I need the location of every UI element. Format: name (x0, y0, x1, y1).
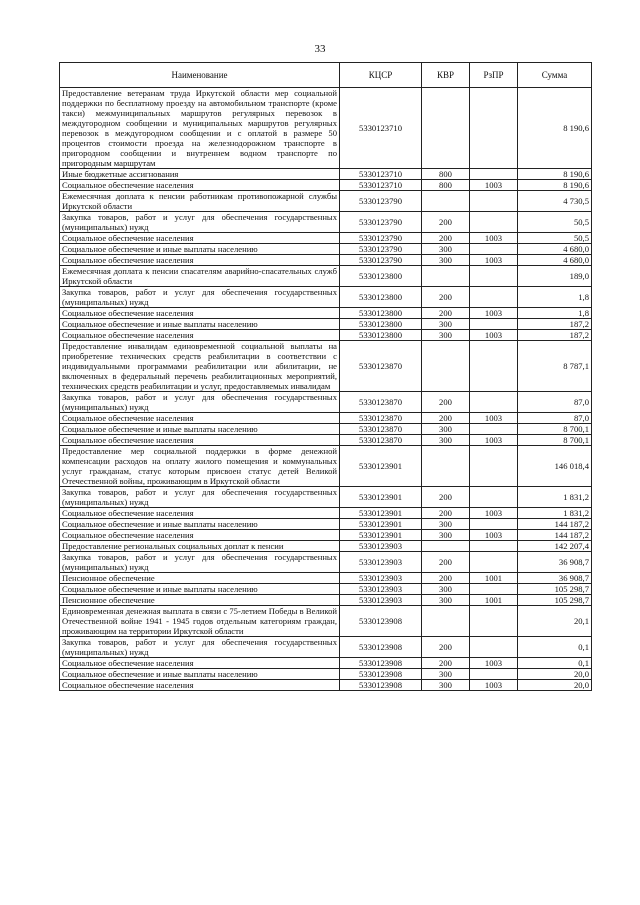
cell-name: Социальное обеспечение населения (60, 233, 340, 244)
header-kcsr: КЦСР (340, 63, 422, 88)
cell-rzpr (470, 446, 518, 487)
cell-sum: 0,1 (518, 658, 592, 669)
table-row (60, 435, 592, 446)
cell-kvr (422, 266, 470, 287)
cell-rzpr (470, 169, 518, 180)
cell-rzpr (470, 637, 518, 658)
cell-kcsr: 5330123870 (340, 435, 422, 446)
cell-kcsr: 5330123790 (340, 233, 422, 244)
table-row (60, 573, 592, 584)
cell-kcsr: 5330123790 (340, 191, 422, 212)
cell-name: Закупка товаров, работ и услуг для обеспечения государственных (муниципальных) нужд (60, 637, 340, 658)
header-kvr: КВР (422, 63, 470, 88)
cell-name: Закупка товаров, работ и услуг для обеспечения государственных (муниципальных) нужд (60, 487, 340, 508)
cell-kvr (422, 88, 470, 169)
cell-rzpr (470, 606, 518, 637)
cell-sum: 8 190,6 (518, 169, 592, 180)
table-row (60, 680, 592, 691)
cell-rzpr: 1003 (470, 233, 518, 244)
cell-sum: 1 831,2 (518, 508, 592, 519)
cell-kvr: 300 (422, 584, 470, 595)
table-row (60, 606, 592, 637)
cell-kcsr: 5330123790 (340, 244, 422, 255)
table-row (60, 658, 592, 669)
cell-rzpr: 1003 (470, 508, 518, 519)
table-row (60, 233, 592, 244)
cell-sum: 187,2 (518, 330, 592, 341)
cell-rzpr (470, 191, 518, 212)
cell-kvr (422, 191, 470, 212)
cell-kcsr: 5330123908 (340, 658, 422, 669)
cell-name: Социальное обеспечение и иные выплаты населению (60, 584, 340, 595)
cell-kcsr: 5330123903 (340, 552, 422, 573)
cell-rzpr: 1003 (470, 658, 518, 669)
cell-kvr: 300 (422, 330, 470, 341)
cell-sum: 8 700,1 (518, 424, 592, 435)
cell-name: Закупка товаров, работ и услуг для обеспечения государственных (муниципальных) нужд (60, 392, 340, 413)
cell-kcsr: 5330123903 (340, 595, 422, 606)
cell-kvr: 200 (422, 212, 470, 233)
cell-kvr (422, 606, 470, 637)
cell-kcsr: 5330123800 (340, 319, 422, 330)
cell-rzpr (470, 541, 518, 552)
cell-kcsr: 5330123903 (340, 541, 422, 552)
cell-kcsr: 5330123901 (340, 530, 422, 541)
cell-kvr: 200 (422, 573, 470, 584)
cell-rzpr (470, 669, 518, 680)
cell-kvr: 200 (422, 487, 470, 508)
cell-name: Социальное обеспечение населения (60, 308, 340, 319)
cell-kvr: 300 (422, 669, 470, 680)
cell-rzpr (470, 584, 518, 595)
cell-kcsr: 5330123800 (340, 308, 422, 319)
cell-kcsr: 5330123800 (340, 287, 422, 308)
cell-sum: 50,5 (518, 233, 592, 244)
cell-name: Социальное обеспечение и иные выплаты населению (60, 244, 340, 255)
cell-rzpr (470, 392, 518, 413)
table-row (60, 519, 592, 530)
cell-name: Социальное обеспечение населения (60, 180, 340, 191)
cell-kcsr: 5330123790 (340, 212, 422, 233)
cell-name: Пенсионное обеспечение (60, 573, 340, 584)
cell-kcsr: 5330123710 (340, 180, 422, 191)
cell-name: Социальное обеспечение населения (60, 658, 340, 669)
table-row (60, 191, 592, 212)
cell-kcsr: 5330123800 (340, 266, 422, 287)
cell-rzpr (470, 212, 518, 233)
table-row (60, 169, 592, 180)
cell-kvr: 300 (422, 680, 470, 691)
cell-kvr: 300 (422, 595, 470, 606)
cell-name: Социальное обеспечение населения (60, 530, 340, 541)
cell-kcsr: 5330123901 (340, 487, 422, 508)
cell-sum: 20,0 (518, 680, 592, 691)
cell-kvr: 200 (422, 287, 470, 308)
cell-sum: 187,2 (518, 319, 592, 330)
cell-kvr: 300 (422, 530, 470, 541)
cell-rzpr (470, 266, 518, 287)
cell-kvr: 200 (422, 552, 470, 573)
cell-kcsr: 5330123908 (340, 637, 422, 658)
table-row (60, 508, 592, 519)
cell-name: Единовременная денежная выплата в связи с 75-летием Победы в Великой Отечественной войне 1941 - 1945 годов отдельным категориям граждан, проживающим на территории Иркутской области (60, 606, 340, 637)
cell-name: Предоставление инвалидам единовременной социальной выплаты на приобретение технических средств реабилитации в соответствии с индивидуальными программами реабилитации или абилитации, не включенных в федеральный перечень реабилитационных мероприятий, технических средств реабилитации и услуг, предоставляемых инвалидам (60, 341, 340, 392)
table-row (60, 541, 592, 552)
cell-kvr (422, 446, 470, 487)
cell-kvr: 200 (422, 392, 470, 413)
cell-sum: 8 700,1 (518, 435, 592, 446)
cell-name: Закупка товаров, работ и услуг для обеспечения государственных (муниципальных) нужд (60, 287, 340, 308)
cell-sum: 36 908,7 (518, 552, 592, 573)
cell-sum: 144 187,2 (518, 530, 592, 541)
cell-sum: 20,0 (518, 669, 592, 680)
cell-sum: 4 730,5 (518, 191, 592, 212)
table-header-row (60, 63, 592, 88)
cell-kcsr: 5330123908 (340, 606, 422, 637)
cell-rzpr: 1003 (470, 413, 518, 424)
cell-sum: 50,5 (518, 212, 592, 233)
cell-rzpr (470, 341, 518, 392)
table-row (60, 287, 592, 308)
cell-rzpr (470, 319, 518, 330)
table-row (60, 637, 592, 658)
cell-rzpr (470, 88, 518, 169)
cell-kcsr: 5330123903 (340, 573, 422, 584)
cell-kvr (422, 341, 470, 392)
cell-kvr: 200 (422, 233, 470, 244)
cell-rzpr: 1003 (470, 180, 518, 191)
cell-kcsr: 5330123800 (340, 330, 422, 341)
cell-sum: 1,8 (518, 308, 592, 319)
cell-name: Социальное обеспечение и иные выплаты населению (60, 669, 340, 680)
cell-name: Закупка товаров, работ и услуг для обеспечения государственных (муниципальных) нужд (60, 552, 340, 573)
table-row (60, 319, 592, 330)
cell-rzpr (470, 287, 518, 308)
cell-sum: 36 908,7 (518, 573, 592, 584)
cell-name: Социальное обеспечение населения (60, 680, 340, 691)
cell-kvr: 200 (422, 508, 470, 519)
cell-kvr: 300 (422, 519, 470, 530)
cell-name: Социальное обеспечение населения (60, 508, 340, 519)
cell-rzpr: 1003 (470, 255, 518, 266)
cell-sum: 105 298,7 (518, 595, 592, 606)
table-row (60, 552, 592, 573)
cell-sum: 87,0 (518, 413, 592, 424)
cell-kvr: 300 (422, 435, 470, 446)
cell-name: Социальное обеспечение и иные выплаты населению (60, 519, 340, 530)
cell-name: Социальное обеспечение и иные выплаты населению (60, 424, 340, 435)
cell-name: Пенсионное обеспечение (60, 595, 340, 606)
table-row (60, 584, 592, 595)
cell-rzpr (470, 244, 518, 255)
cell-kvr: 800 (422, 180, 470, 191)
cell-kcsr: 5330123870 (340, 392, 422, 413)
cell-name: Социальное обеспечение населения (60, 255, 340, 266)
cell-sum: 1,8 (518, 287, 592, 308)
cell-name: Социальное обеспечение и иные выплаты населению (60, 319, 340, 330)
cell-rzpr (470, 519, 518, 530)
cell-name: Социальное обеспечение населения (60, 413, 340, 424)
cell-kvr: 300 (422, 319, 470, 330)
cell-kvr: 300 (422, 255, 470, 266)
table-row (60, 180, 592, 191)
table-row (60, 308, 592, 319)
cell-sum: 146 018,4 (518, 446, 592, 487)
table-row (60, 330, 592, 341)
header-sum: Сумма (518, 63, 592, 88)
cell-rzpr (470, 487, 518, 508)
table-row (60, 595, 592, 606)
table-row (60, 669, 592, 680)
cell-name: Ежемесячная доплата к пенсии работникам противопожарной службы Иркутской области (60, 191, 340, 212)
table-row (60, 88, 592, 169)
cell-rzpr: 1001 (470, 573, 518, 584)
cell-kvr: 200 (422, 308, 470, 319)
cell-rzpr: 1003 (470, 530, 518, 541)
cell-kcsr: 5330123710 (340, 169, 422, 180)
cell-kvr: 300 (422, 424, 470, 435)
cell-kvr: 300 (422, 244, 470, 255)
table-row (60, 392, 592, 413)
cell-rzpr (470, 552, 518, 573)
table-row (60, 212, 592, 233)
page-number: 33 (314, 43, 326, 55)
cell-kcsr: 5330123901 (340, 446, 422, 487)
cell-kvr: 800 (422, 169, 470, 180)
cell-sum: 105 298,7 (518, 584, 592, 595)
cell-kvr (422, 541, 470, 552)
cell-rzpr: 1003 (470, 435, 518, 446)
header-name: Наименование (60, 63, 340, 88)
cell-kcsr: 5330123901 (340, 519, 422, 530)
table-row (60, 530, 592, 541)
cell-rzpr: 1003 (470, 680, 518, 691)
cell-rzpr: 1003 (470, 330, 518, 341)
cell-kcsr: 5330123870 (340, 424, 422, 435)
cell-sum: 8 190,6 (518, 88, 592, 169)
cell-name: Предоставление региональных социальных доплат к пенсии (60, 541, 340, 552)
cell-name: Предоставление мер социальной поддержки в форме денежной компенсации расходов на оплату жилого помещения и коммунальных услуг гражданам, статус которым присвоен статус детей Великой Отечественной войны, проживающим в Иркутской области (60, 446, 340, 487)
cell-name: Иные бюджетные ассигнования (60, 169, 340, 180)
cell-kvr: 200 (422, 413, 470, 424)
table-row (60, 424, 592, 435)
cell-kcsr: 5330123710 (340, 88, 422, 169)
table-row (60, 446, 592, 487)
table-row (60, 255, 592, 266)
table-row (60, 341, 592, 392)
cell-kcsr: 5330123870 (340, 341, 422, 392)
cell-kcsr: 5330123870 (340, 413, 422, 424)
table-row (60, 244, 592, 255)
cell-kvr: 200 (422, 637, 470, 658)
cell-sum: 1 831,2 (518, 487, 592, 508)
cell-kcsr: 5330123790 (340, 255, 422, 266)
table-row (60, 266, 592, 287)
cell-sum: 189,0 (518, 266, 592, 287)
cell-sum: 20,1 (518, 606, 592, 637)
cell-kvr: 200 (422, 658, 470, 669)
cell-sum: 8 190,6 (518, 180, 592, 191)
budget-table (59, 62, 592, 691)
cell-rzpr (470, 424, 518, 435)
header-rzpr: РзПР (470, 63, 518, 88)
cell-sum: 144 187,2 (518, 519, 592, 530)
cell-sum: 4 680,0 (518, 255, 592, 266)
cell-sum: 8 787,1 (518, 341, 592, 392)
cell-kcsr: 5330123908 (340, 680, 422, 691)
cell-name: Закупка товаров, работ и услуг для обеспечения государственных (муниципальных) нужд (60, 212, 340, 233)
cell-kcsr: 5330123901 (340, 508, 422, 519)
cell-rzpr: 1003 (470, 308, 518, 319)
cell-name: Социальное обеспечение населения (60, 330, 340, 341)
cell-name: Ежемесячная доплата к пенсии спасателям аварийно-спасательных служб Иркутской области (60, 266, 340, 287)
cell-sum: 4 680,0 (518, 244, 592, 255)
cell-sum: 87,0 (518, 392, 592, 413)
cell-sum: 0,1 (518, 637, 592, 658)
cell-rzpr: 1001 (470, 595, 518, 606)
cell-name: Социальное обеспечение населения (60, 435, 340, 446)
table-row (60, 487, 592, 508)
cell-kcsr: 5330123903 (340, 584, 422, 595)
cell-name: Предоставление ветеранам труда Иркутской области мер социальной поддержки по бесплатному проезду на автомобильном транспорте (кроме такси) межмуниципальных маршрутов регулярных перевозок в междугородном сообщении и муниципальных маршрутов регулярных перевозок в междугородном сообщении и с оплатой в размере 50 процентов стоимости проезда на железнодорожном транспорте в пригородном сообщении и внутреннем водном транспорте по пригородным маршрутам (60, 88, 340, 169)
table-row (60, 413, 592, 424)
cell-kcsr: 5330123908 (340, 669, 422, 680)
cell-sum: 142 207,4 (518, 541, 592, 552)
